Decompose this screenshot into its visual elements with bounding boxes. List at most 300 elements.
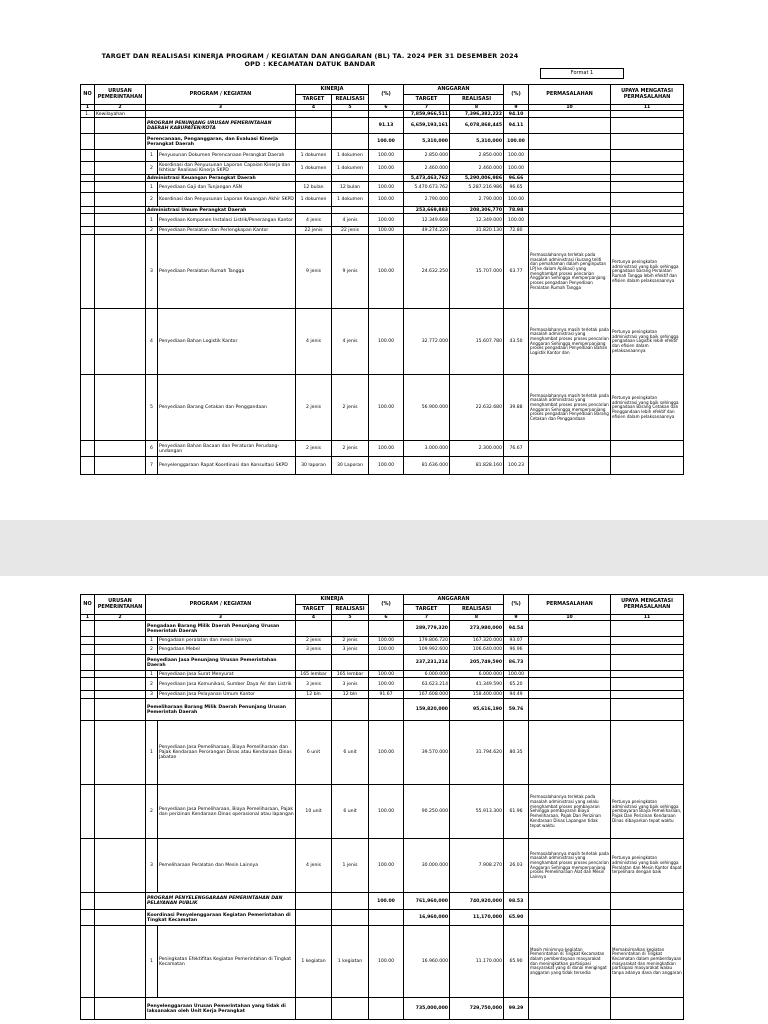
column-number: 7 — [404, 615, 450, 621]
cell-no — [81, 193, 95, 207]
cell-anggaran-pct: 99.29 — [504, 998, 529, 1020]
cell-permasalahan — [529, 162, 611, 175]
cell-urusan — [95, 193, 146, 207]
cell-program: Perencanaan, Penganggaran, dan Evaluasi Kinerja Perangkat Daerah — [146, 134, 296, 150]
cell-permasalahan — [529, 457, 611, 475]
table-row — [81, 182, 684, 193]
table-row — [81, 309, 684, 375]
cell-no — [81, 207, 95, 214]
cell-kinerja-pct — [369, 910, 404, 926]
cell-anggaran-target: 289,779,320 — [404, 621, 450, 637]
cell-no — [81, 118, 95, 134]
cell-permasalahan — [529, 637, 611, 645]
cell-sub-no: 1 — [146, 671, 158, 678]
cell-kinerja-pct: 100.00 — [369, 645, 404, 655]
cell-no — [81, 134, 95, 150]
header-kinerja-realisasi: REALISASI — [332, 95, 369, 105]
cell-sub-no: 2 — [146, 678, 158, 691]
cell-kegiatan: Penyediaan Jasa Komunikasi, Sumber Daya Air dan Listrik — [158, 678, 296, 691]
cell-kinerja-realisasi: 1 dokumen — [332, 150, 369, 162]
cell-anggaran-pct: 100.00 — [504, 671, 529, 678]
header-anggaran-pct: (%) — [504, 85, 529, 105]
cell-anggaran-realisasi: 12.349.000 — [450, 214, 504, 227]
cell-upaya — [611, 118, 684, 134]
cell-anggaran-pct: 96.66 — [504, 175, 529, 182]
cell-permasalahan — [529, 721, 611, 785]
cell-permasalahan: Permasalahannya terletak pada masalah administrasi yang selalu menghambat proses pembayaran Sehingga pembayaran Biaya Pemeliharaan, Pajak Dan Perizinan Kendaraan Dinas Lapangan tidak tepat waktu — [529, 785, 611, 839]
cell-anggaran-target: 81.636.000 — [404, 457, 450, 475]
cell-permasalahan — [529, 207, 611, 214]
cell-no — [81, 637, 95, 645]
cell-anggaran-target: 735,000,000 — [404, 998, 450, 1020]
table-row — [81, 375, 684, 441]
table-row — [81, 910, 684, 926]
cell-anggaran-realisasi: 31.794.620 — [450, 721, 504, 785]
table-row — [81, 645, 684, 655]
report-opd: OPD : KECAMATAN DATUK BANDAR — [244, 60, 376, 68]
header-anggaran-pct: (%) — [504, 595, 529, 615]
header-anggaran-realisasi: REALISASI — [450, 95, 504, 105]
cell-urusan — [95, 235, 146, 309]
cell-kinerja-pct: 100.00 — [369, 193, 404, 207]
cell-no — [81, 457, 95, 475]
header-kinerja-target: TARGET — [296, 605, 332, 615]
cell-anggaran-realisasi: 5,310,000 — [450, 134, 504, 150]
cell-kegiatan: Penyediaan Bahan Bacaan dan Peraturan Perudang-undangan — [158, 441, 296, 457]
format-label: Format 1 — [540, 68, 624, 79]
cell-upaya: Pertunya peningkatan administrasi yang baik sehingga pembayaran Biaya Pemeliharaan, Pajak Dan Perizinan Kendaraan Dinas dibayarkan tepat waktu — [611, 785, 684, 839]
cell-no — [81, 699, 95, 721]
cell-permasalahan — [529, 118, 611, 134]
cell-kinerja-target: 3 jenis — [296, 678, 332, 691]
cell-permasalahan: Permasalahannya masih terletak pada masalah administrasi yang menghambat proses proses pencarian Anggaran Sehingga memperpanjang proses Pemeliharaan Alat dan Mesin Lainnya — [529, 839, 611, 893]
cell-anggaran-realisasi: 55.913.300 — [450, 785, 504, 839]
report-table-page-1 — [80, 84, 684, 475]
report-table-page-2 — [80, 594, 684, 1020]
cell-no — [81, 309, 95, 375]
cell-anggaran-realisasi: 106.640.000 — [450, 645, 504, 655]
cell-upaya: Pertunya peningkatan administrasi yang baik sehingga Peralatan dan Mesin Kantor dapat terpelihara dengan baik — [611, 839, 684, 893]
cell-urusan — [95, 441, 146, 457]
cell-anggaran-realisasi: 273,980,000 — [450, 621, 504, 637]
cell-kinerja-target — [296, 998, 332, 1020]
table-row — [81, 214, 684, 227]
header-permasalahan: PERMASALAHAN — [529, 595, 611, 615]
cell-anggaran-target: 30.000.000 — [404, 839, 450, 893]
cell-no — [81, 645, 95, 655]
header-kinerja-pct: (%) — [369, 85, 404, 105]
cell-urusan — [95, 309, 146, 375]
cell-anggaran-target: 7,859,966,511 — [404, 111, 450, 118]
cell-urusan: Kewilayahan — [95, 111, 146, 118]
cell-sub-no: 1 — [146, 214, 158, 227]
cell-kinerja-realisasi — [332, 621, 369, 637]
cell-kinerja-target: 4 jenis — [296, 839, 332, 893]
cell-anggaran-target: 49.274.220 — [404, 227, 450, 235]
cell-kinerja-pct: 91.13 — [369, 118, 404, 134]
cell-sub-no: 3 — [146, 691, 158, 699]
cell-anggaran-realisasi: 15.607.780 — [450, 309, 504, 375]
cell-kegiatan: Penyediaan Jasa Pelayanan Umum Kantor — [158, 691, 296, 699]
column-number: 6 — [369, 615, 404, 621]
cell-anggaran-target: 63.623.214 — [404, 678, 450, 691]
table-row — [81, 678, 684, 691]
cell-urusan — [95, 671, 146, 678]
cell-kegiatan: Pemeliharaan Peralatan dan Mesin Lainnya — [158, 839, 296, 893]
cell-kinerja-realisasi — [332, 175, 369, 182]
cell-urusan — [95, 621, 146, 637]
cell-kinerja-pct: 100.00 — [369, 637, 404, 645]
report-page-2 — [0, 576, 768, 1024]
cell-anggaran-pct: 94.49 — [504, 691, 529, 699]
cell-anggaran-pct: 65.90 — [504, 926, 529, 998]
cell-sub-no: 2 — [146, 227, 158, 235]
column-number: 7 — [404, 105, 450, 111]
cell-kinerja-target — [296, 207, 332, 214]
cell-urusan — [95, 457, 146, 475]
cell-sub-no: 2 — [146, 162, 158, 175]
cell-anggaran-realisasi: 6.000.000 — [450, 671, 504, 678]
cell-anggaran-pct: 94.10 — [504, 111, 529, 118]
cell-urusan — [95, 910, 146, 926]
cell-kinerja-target: 22 jenis — [296, 227, 332, 235]
cell-no — [81, 785, 95, 839]
column-number: 3 — [146, 615, 296, 621]
cell-sub-no: 3 — [146, 235, 158, 309]
cell-kinerja-pct — [369, 207, 404, 214]
cell-kinerja-realisasi — [332, 118, 369, 134]
cell-permasalahan: Masih minimnya kegiatan Pemerintahan di Tingkat Kecamatan dalam pemberdayaan masyarakat dan meningkatkan partisipasi masyarakat yang di danai mengingat anggaran yang tidak tersedia — [529, 926, 611, 998]
cell-no — [81, 214, 95, 227]
cell-permasalahan — [529, 699, 611, 721]
cell-no — [81, 375, 95, 441]
cell-kinerja-realisasi — [332, 910, 369, 926]
table-row — [81, 721, 684, 785]
cell-no — [81, 175, 95, 182]
cell-kinerja-realisasi — [332, 998, 369, 1020]
cell-upaya — [611, 645, 684, 655]
cell-permasalahan — [529, 111, 611, 118]
cell-upaya — [611, 441, 684, 457]
cell-anggaran-pct: 96.96 — [504, 645, 529, 655]
cell-no — [81, 691, 95, 699]
cell-sub-no: 1 — [146, 721, 158, 785]
cell-anggaran-realisasi: 15.707.000 — [450, 235, 504, 309]
cell-kinerja-realisasi — [332, 699, 369, 721]
table-row — [81, 457, 684, 475]
cell-upaya — [611, 227, 684, 235]
cell-anggaran-realisasi: 81.828.160 — [450, 457, 504, 475]
cell-program: PROGRAM PENUNJANG URUSAN PEMERINTAHAN DAERAH KABUPATEN/KOTA — [146, 118, 296, 134]
cell-anggaran-realisasi: 11,170,000 — [450, 910, 504, 926]
header-kinerja-realisasi: REALISASI — [332, 605, 369, 615]
cell-program — [146, 111, 296, 118]
cell-no — [81, 227, 95, 235]
cell-permasalahan — [529, 998, 611, 1020]
cell-upaya — [611, 150, 684, 162]
table-row — [81, 926, 684, 998]
cell-kinerja-target: 6 unit — [296, 721, 332, 785]
header-kinerja-target: TARGET — [296, 95, 332, 105]
cell-anggaran-pct: 72.80 — [504, 227, 529, 235]
cell-kegiatan: Penyediaan Peralatan dan Perlengkapan Kantor — [158, 227, 296, 235]
cell-kinerja-target: 2 jenis — [296, 637, 332, 645]
cell-no — [81, 926, 95, 998]
cell-urusan — [95, 150, 146, 162]
cell-kinerja-target: 9 jenis — [296, 235, 332, 309]
table-row — [81, 175, 684, 182]
cell-anggaran-pct: 94.11 — [504, 118, 529, 134]
cell-kegiatan: Penyusunan Dokumen Perencanaan Perangkat Daerah — [158, 150, 296, 162]
cell-anggaran-realisasi: 7.908.270 — [450, 839, 504, 893]
cell-permasalahan: Permasalahannya terletak pada masalah administrasi (kurang teliti dan pemahaman dalam penginputan LPJ ke dalam Aplikasi) yang menghambat proses pencarian Anggaran Sehingga memperpanjang proses pengadaan Penyediaan Peralatan Rumah Tangga — [529, 235, 611, 309]
cell-kinerja-pct — [369, 655, 404, 671]
cell-kinerja-pct: 100.00 — [369, 926, 404, 998]
cell-anggaran-realisasi: 5,290,006,986 — [450, 175, 504, 182]
cell-upaya — [611, 207, 684, 214]
cell-anggaran-target: 90.250.000 — [404, 785, 450, 839]
cell-program: PROGRAM PENYELENGGARAAN PEMERINTAHAN DAN PELAYANAN PUBLIK — [146, 893, 296, 910]
cell-anggaran-pct: 65.90 — [504, 910, 529, 926]
cell-sub-no: 6 — [146, 441, 158, 457]
cell-urusan — [95, 785, 146, 839]
cell-kinerja-realisasi: 6 unit — [332, 785, 369, 839]
header-upaya: UPAYA MENGATASI PERMASALAHAN — [611, 595, 684, 615]
cell-anggaran-pct: 100.00 — [504, 214, 529, 227]
table-row — [81, 227, 684, 235]
column-number: 10 — [529, 105, 611, 111]
cell-urusan — [95, 375, 146, 441]
cell-anggaran-realisasi: 7,396,382,222 — [450, 111, 504, 118]
cell-program: Penyediaan Jasa Penunjang Urusan Pemerintahan Daerah — [146, 655, 296, 671]
cell-kinerja-realisasi — [332, 111, 369, 118]
cell-kegiatan: Penyediaan Jasa Surat Menyurat — [158, 671, 296, 678]
cell-kinerja-pct: 100.00 — [369, 134, 404, 150]
cell-anggaran-pct: 78.98 — [504, 207, 529, 214]
cell-anggaran-realisasi: 208,306,770 — [450, 207, 504, 214]
cell-anggaran-pct: 93.07 — [504, 637, 529, 645]
cell-permasalahan — [529, 441, 611, 457]
cell-anggaran-pct: 100.00 — [504, 162, 529, 175]
cell-anggaran-target: 16.960.000 — [404, 926, 450, 998]
cell-upaya: Memaksimalkan kegiatan Pemerintahan di Tingkat Kecamatan dalam pemberdayaan masyarakat dan meningkatkan partisipasi masyarakat walau tanpa adanya dana dan anggaran — [611, 926, 684, 998]
cell-urusan — [95, 162, 146, 175]
cell-sub-no: 1 — [146, 637, 158, 645]
cell-kinerja-realisasi — [332, 893, 369, 910]
cell-kinerja-target: 4 jenis — [296, 309, 332, 375]
cell-urusan — [95, 227, 146, 235]
cell-urusan — [95, 699, 146, 721]
cell-kinerja-realisasi: 4 jenis — [332, 214, 369, 227]
cell-upaya — [611, 699, 684, 721]
column-number: 8 — [450, 105, 504, 111]
cell-no — [81, 671, 95, 678]
cell-anggaran-target: 761,960,000 — [404, 893, 450, 910]
cell-sub-no: 3 — [146, 839, 158, 893]
cell-kinerja-pct: 100.00 — [369, 893, 404, 910]
cell-kinerja-realisasi — [332, 655, 369, 671]
cell-sub-no: 2 — [146, 645, 158, 655]
cell-sub-no: 5 — [146, 375, 158, 441]
cell-anggaran-realisasi: 2.850.000 — [450, 150, 504, 162]
cell-anggaran-target: 24.632.250 — [404, 235, 450, 309]
cell-kinerja-target: 1 dokumen — [296, 150, 332, 162]
cell-no — [81, 441, 95, 457]
cell-kinerja-realisasi: 1 jenis — [332, 839, 369, 893]
cell-kegiatan: Koordinasi dan Penyusunan Laporan Capaian Kinerja dan Ikhtisar Realisasi Kinerja SKPD — [158, 162, 296, 175]
table-row — [81, 235, 684, 309]
cell-permasalahan — [529, 655, 611, 671]
cell-upaya — [611, 721, 684, 785]
cell-sub-no: 2 — [146, 785, 158, 839]
cell-kegiatan: Penyediaan Komponen Instalasi Listrik/Penerangan Kantor — [158, 214, 296, 227]
cell-anggaran-target: 12.349.668 — [404, 214, 450, 227]
cell-sub-no: 1 — [146, 182, 158, 193]
cell-upaya — [611, 691, 684, 699]
cell-program: Administrasi Umum Perangkat Daerah — [146, 207, 296, 214]
cell-anggaran-pct: 100.23 — [504, 457, 529, 475]
cell-anggaran-target: 39.570.000 — [404, 721, 450, 785]
cell-anggaran-pct: 80.35 — [504, 721, 529, 785]
cell-no — [81, 910, 95, 926]
cell-kinerja-realisasi — [332, 207, 369, 214]
cell-upaya — [611, 910, 684, 926]
cell-kegiatan: Pengadaan peralatan dan mesin lainnya — [158, 637, 296, 645]
table-row — [81, 893, 684, 910]
cell-kinerja-target: 2 jenis — [296, 441, 332, 457]
cell-anggaran-realisasi: 2.460.000 — [450, 162, 504, 175]
cell-upaya — [611, 134, 684, 150]
cell-no — [81, 182, 95, 193]
cell-kegiatan: Koordinasi dan Penyusunan Laporan Keuangan Akhir SKPD — [158, 193, 296, 207]
cell-no — [81, 621, 95, 637]
cell-kinerja-realisasi — [332, 134, 369, 150]
cell-permasalahan: Permasalahannya masih terletak pada masalah administrasi yang menghambat proses proses pencarian Anggaran Sehingga memperpanjang proses pengadaan Penyediaan Barang Cetakan dan Penggandaan — [529, 375, 611, 441]
cell-anggaran-pct: 100.00 — [504, 150, 529, 162]
cell-anggaran-target: 2.460.000 — [404, 162, 450, 175]
cell-kinerja-pct: 100.00 — [369, 227, 404, 235]
cell-kinerja-target — [296, 655, 332, 671]
cell-anggaran-target: 2.790.000 — [404, 193, 450, 207]
column-number: 2 — [95, 105, 146, 111]
cell-anggaran-target: 6.000.000 — [404, 671, 450, 678]
cell-kinerja-pct: 100.00 — [369, 785, 404, 839]
cell-kinerja-target: 165 lembar — [296, 671, 332, 678]
table-row — [81, 637, 684, 645]
cell-permasalahan — [529, 150, 611, 162]
column-number: 5 — [332, 105, 369, 111]
cell-kinerja-pct — [369, 998, 404, 1020]
cell-urusan — [95, 118, 146, 134]
cell-upaya: Pertunya peningkatan administrasi yang baik sehingga pengadaan Barang Cetakan dan Penggandaan lebih efektif dan efisien dalam pelaksanaannya — [611, 375, 684, 441]
table-row — [81, 193, 684, 207]
table-row — [81, 621, 684, 637]
column-number: 4 — [296, 105, 332, 111]
cell-kinerja-pct: 100.00 — [369, 678, 404, 691]
cell-kinerja-realisasi: 12 bln — [332, 691, 369, 699]
cell-kinerja-pct: 100.00 — [369, 721, 404, 785]
cell-anggaran-pct: 59.76 — [504, 699, 529, 721]
cell-permasalahan — [529, 621, 611, 637]
cell-anggaran-target: 16,960,000 — [404, 910, 450, 926]
cell-program: Koordinasi Penyelenggaraan Kegiatan Pemerintahan di Tingkat Kecamatan — [146, 910, 296, 926]
cell-no — [81, 678, 95, 691]
cell-anggaran-pct: 100.00 — [504, 134, 529, 150]
column-number: 9 — [504, 615, 529, 621]
cell-kinerja-pct — [369, 111, 404, 118]
cell-upaya — [611, 637, 684, 645]
cell-kinerja-pct: 91.67 — [369, 691, 404, 699]
cell-urusan — [95, 998, 146, 1020]
cell-kegiatan: Penyediaan Gaji dan Tunjangan ASN — [158, 182, 296, 193]
cell-kinerja-realisasi: 3 jenis — [332, 678, 369, 691]
cell-anggaran-target: 159,820,000 — [404, 699, 450, 721]
column-number: 10 — [529, 615, 611, 621]
cell-anggaran-realisasi: 2.790.000 — [450, 193, 504, 207]
cell-kegiatan: Penyediaan Peralatan Rumah Tangga — [158, 235, 296, 309]
cell-permasalahan — [529, 182, 611, 193]
cell-anggaran-target: 109.992.600 — [404, 645, 450, 655]
header-program: PROGRAM / KEGIATAN — [146, 85, 296, 105]
column-number: 9 — [504, 105, 529, 111]
cell-no: 1. — [81, 111, 95, 118]
cell-urusan — [95, 182, 146, 193]
cell-upaya — [611, 678, 684, 691]
cell-no — [81, 235, 95, 309]
table-row — [81, 655, 684, 671]
cell-urusan — [95, 678, 146, 691]
cell-kinerja-target: 12 bln — [296, 691, 332, 699]
table-row — [81, 998, 684, 1020]
cell-anggaran-realisasi: 31.820.130 — [450, 227, 504, 235]
header-permasalahan: PERMASALAHAN — [529, 85, 611, 105]
cell-urusan — [95, 655, 146, 671]
cell-anggaran-pct: 86.73 — [504, 655, 529, 671]
cell-kinerja-pct: 100.00 — [369, 839, 404, 893]
cell-program: Pemeliharaan Barang Milik Daerah Penunjang Urusan Pemerintah Daerah — [146, 699, 296, 721]
cell-kinerja-realisasi: 2 jenis — [332, 375, 369, 441]
cell-kegiatan: Penyelenggaraan Rapat Koordinasi dan Konsultasi SKPD — [158, 457, 296, 475]
header-kinerja: KINERJA — [296, 85, 369, 95]
cell-permasalahan — [529, 691, 611, 699]
column-number: 8 — [450, 615, 504, 621]
header-anggaran-target: TARGET — [404, 95, 450, 105]
column-number: 1 — [81, 615, 95, 621]
column-number: 3 — [146, 105, 296, 111]
cell-permasalahan — [529, 193, 611, 207]
cell-anggaran-realisasi: 2.300.000 — [450, 441, 504, 457]
header-urusan: URUSAN PEMERINTAHAN — [95, 85, 146, 105]
cell-no — [81, 893, 95, 910]
cell-anggaran-pct: 65.20 — [504, 678, 529, 691]
cell-anggaran-realisasi: 167.320.000 — [450, 637, 504, 645]
table-row — [81, 118, 684, 134]
cell-upaya — [611, 182, 684, 193]
cell-urusan — [95, 691, 146, 699]
cell-permasalahan — [529, 214, 611, 227]
cell-kinerja-target — [296, 175, 332, 182]
cell-upaya — [611, 111, 684, 118]
header-anggaran-target: TARGET — [404, 605, 450, 615]
cell-upaya — [611, 655, 684, 671]
cell-anggaran-target: 32.772.000 — [404, 309, 450, 375]
cell-kinerja-target — [296, 893, 332, 910]
cell-anggaran-realisasi: 729,750,000 — [450, 998, 504, 1020]
column-number: 1 — [81, 105, 95, 111]
cell-anggaran-realisasi: 205,749,590 — [450, 655, 504, 671]
cell-kinerja-target: 3 jenis — [296, 645, 332, 655]
cell-upaya — [611, 671, 684, 678]
